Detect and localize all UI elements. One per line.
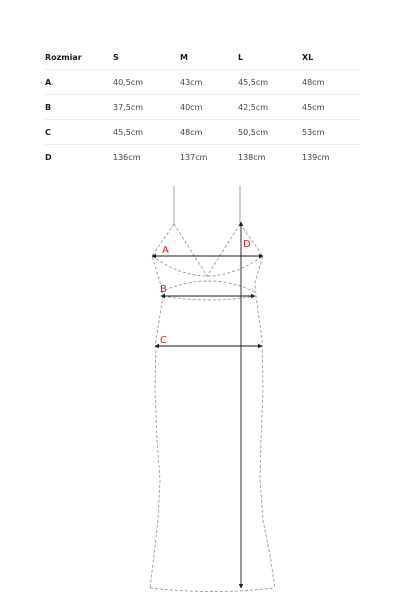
label-d: D xyxy=(243,239,251,250)
table-cell: 43cm xyxy=(180,70,238,95)
header-m: M xyxy=(180,45,238,70)
table-cell: 138cm xyxy=(238,152,266,162)
table-cell: 37,5cm xyxy=(113,95,180,120)
table-cell: 40cm xyxy=(180,95,238,120)
dress-straps xyxy=(174,186,240,224)
header-size: Rozmiar xyxy=(45,45,113,70)
table-row xyxy=(45,95,360,120)
table-cell: 40,5cm xyxy=(113,70,180,95)
dress-outline-svg xyxy=(0,180,401,601)
label-c: C xyxy=(160,335,167,346)
header-l: L xyxy=(238,45,302,70)
table-row xyxy=(45,70,360,95)
row-label: D xyxy=(45,152,52,162)
dress-diagram xyxy=(0,180,401,601)
label-b: B xyxy=(160,284,167,295)
table-cell: 50,5cm xyxy=(238,120,302,145)
row-label: B xyxy=(45,95,113,120)
label-a: A xyxy=(162,245,169,256)
table-cell: 53cm xyxy=(302,120,360,145)
row-label: C xyxy=(45,120,113,145)
table-cell: 137cm xyxy=(180,152,208,162)
header-xl: XL xyxy=(302,45,360,70)
table-cell: 136cm xyxy=(113,152,141,162)
row-label: A xyxy=(45,70,113,95)
table-cell: 45,5cm xyxy=(113,120,180,145)
table-cell: 45,5cm xyxy=(238,70,302,95)
table-cell: 45cm xyxy=(302,95,360,120)
table-header-row xyxy=(45,45,360,70)
table-cell: 139cm xyxy=(302,152,330,162)
table-row xyxy=(45,145,360,170)
measure-lines xyxy=(152,222,263,588)
table-row xyxy=(45,120,360,145)
table-cell: 42,5cm xyxy=(238,95,302,120)
table-cell: 48cm xyxy=(302,70,360,95)
table-cell: 48cm xyxy=(180,120,238,145)
size-table xyxy=(45,45,360,169)
dress-silhouette xyxy=(150,224,275,592)
header-s: S xyxy=(113,45,180,70)
